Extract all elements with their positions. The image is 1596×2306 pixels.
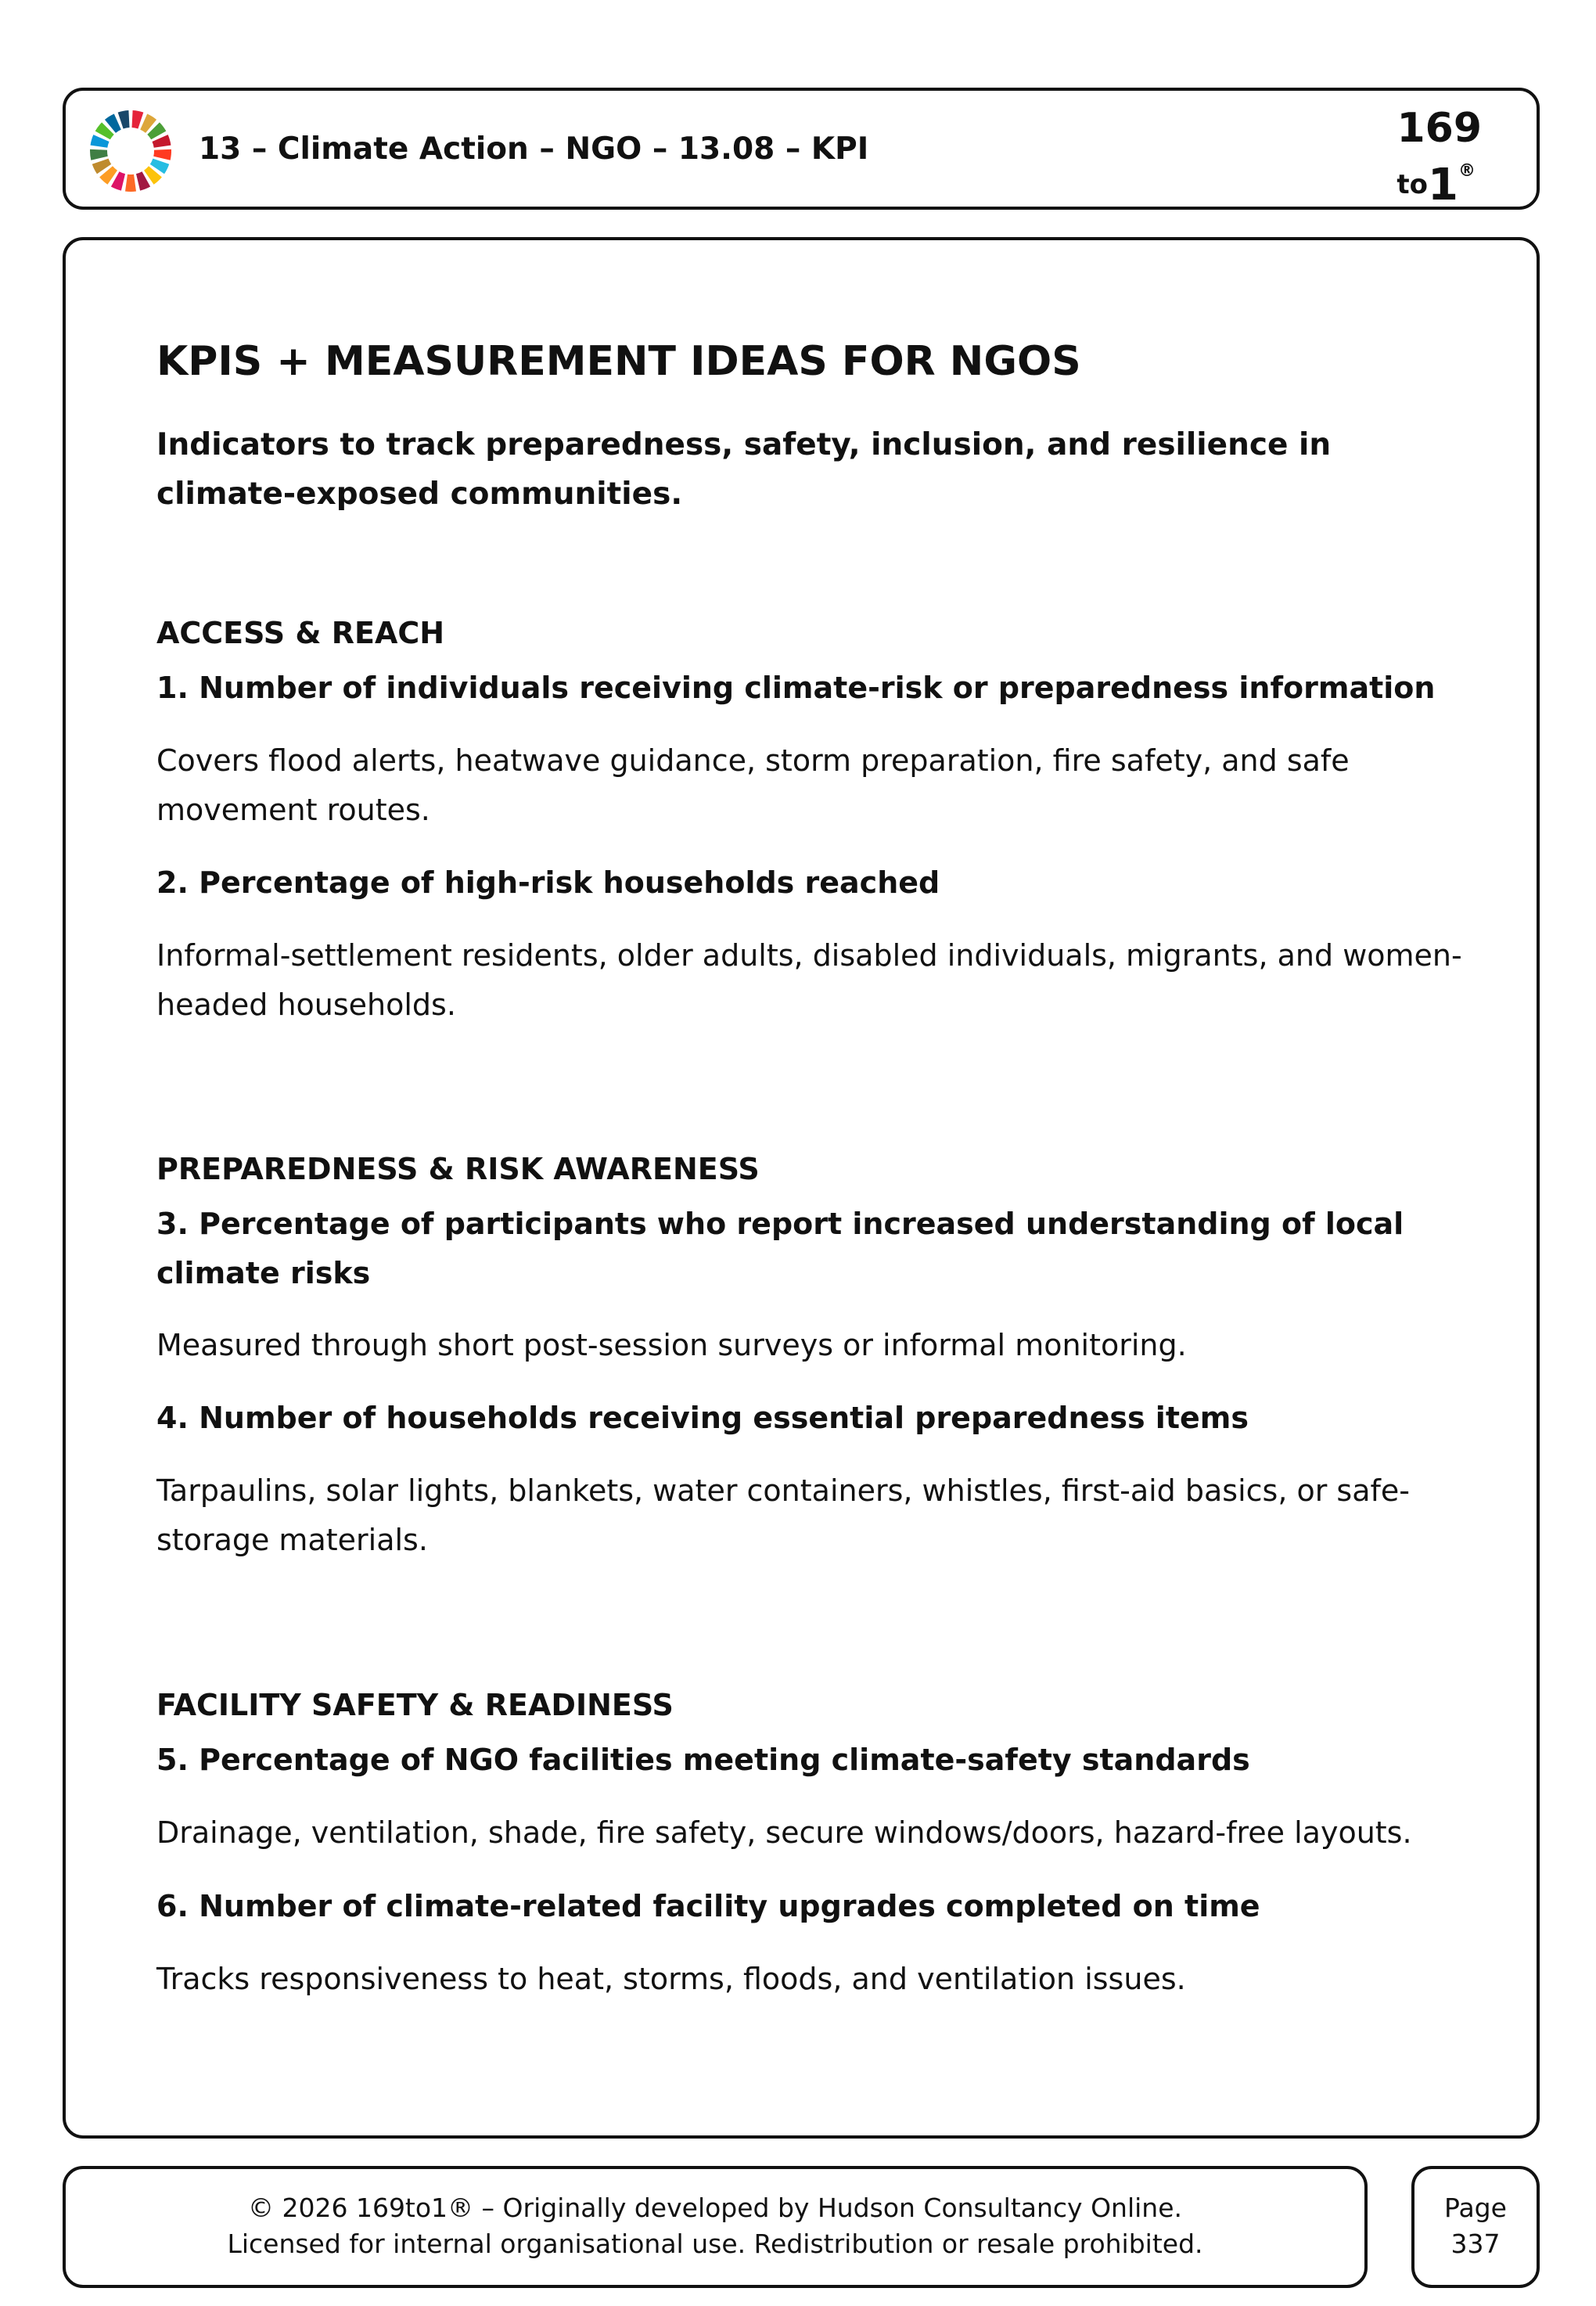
brand-registered-mark: ® [1458,161,1476,181]
kpi-title: 5. Percentage of NGO facilities meeting climate-safety standards [156,1743,1250,1777]
page-label: Page [1444,2193,1507,2223]
brand-number: 169 [1396,105,1482,152]
kpi-description: Tracks responsiveness to heat, storms, floods, and ventilation issues. [156,1962,1186,1996]
license-text: Licensed for internal organisational use. Redistribution or resale prohibited. [227,2229,1203,2259]
page-subtitle: Indicators to track preparedness, safety, inclusion, and resilience in climate-exposed communities. [156,427,1332,512]
sdg-wheel-segment [153,149,171,160]
section-heading: ACCESS & REACH [156,616,445,650]
section-heading: FACILITY SAFETY & READINESS [156,1688,674,1722]
kpi-description: Informal-settlement residents, older adults, disabled individuals, migrants, and women-headed households. [156,938,1462,1022]
kpi-title: 3. Percentage of participants who report increased understanding of local climate risks [156,1207,1404,1290]
document-header [63,88,1540,210]
content-panel [63,237,1540,2139]
page-number: 337 [1450,2229,1501,2259]
brand-suffix [1396,160,1476,210]
header-title: 13 – Climate Action – NGO – 13.08 – KPI [199,131,869,167]
kpi-description: Covers flood alerts, heatwave guidance, storm preparation, fire safety, and safe movement routes. [156,743,1350,827]
kpi-title: 1. Number of individuals receiving climate-risk or preparedness information [156,671,1436,705]
sdg-wheel-segment [125,174,136,192]
sdg-wheel-logo [88,108,174,194]
kpi-description: Drainage, ventilation, shade, fire safety, secure windows/doors, hazard-free layouts. [156,1815,1412,1850]
brand-one: 1 [1428,160,1458,210]
footer-copyright-box [63,2166,1368,2288]
sdg-wheel-segment [118,110,130,128]
kpi-description: Tarpaulins, solar lights, blankets, water containers, whistles, first-aid basics, or safe-storage materials. [156,1473,1410,1557]
sdg-wheel-segment [90,149,108,160]
brand-logo [1372,97,1482,210]
section-heading: PREPAREDNESS & RISK AWARENESS [156,1152,760,1186]
kpi-title: 4. Number of households receiving essential preparedness items [156,1401,1249,1435]
brand-to: to [1396,169,1429,200]
sdg-wheel-segment [132,110,144,128]
kpi-title: 2. Percentage of high-risk households reached [156,865,940,900]
page-title: KPIS + MEASUREMENT IDEAS FOR NGOS [156,338,1081,385]
copyright-text: © 2026 169to1® – Originally developed by Hudson Consultancy Online. [247,2193,1183,2223]
kpi-title: 6. Number of climate-related facility upgrades completed on time [156,1889,1260,1923]
kpi-description: Measured through short post-session surveys or informal monitoring. [156,1328,1187,1362]
page-number-box [1411,2166,1540,2288]
